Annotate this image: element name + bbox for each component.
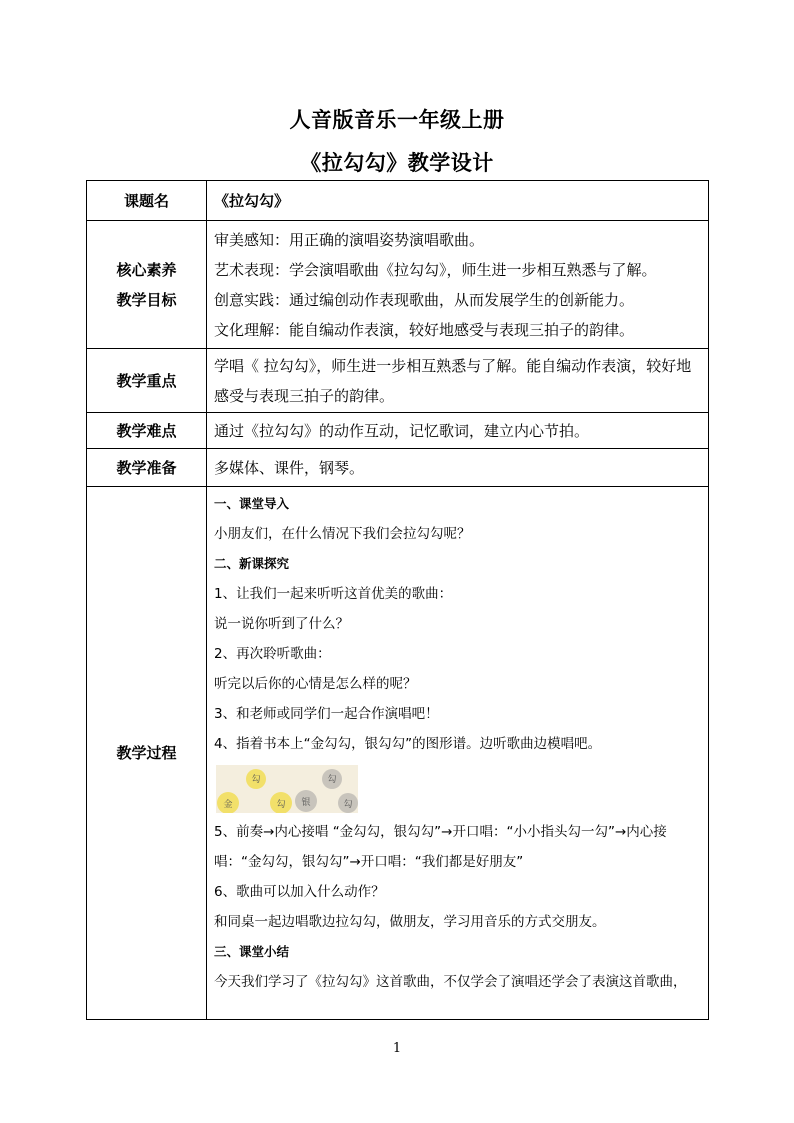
process-line: 听完以后你的心情是怎么样的呢？ — [214, 676, 417, 692]
document-title: 人音版音乐一年级上册 — [289, 108, 505, 132]
process-line: 今天我们学习了《拉勾勾》这首歌曲，不仅学会了演唱还学会了表演这首歌曲， — [214, 974, 687, 990]
row-difficult — [87, 413, 709, 449]
section-heading: 一、课堂导入 — [214, 496, 290, 511]
score-char: 金 — [223, 800, 233, 810]
row-core — [87, 221, 709, 349]
process-line: 小朋友们，在什么情况下我们会拉勾勾呢？ — [214, 526, 471, 542]
label-topic: 课题名 — [87, 181, 207, 221]
score-char: 勾 — [251, 775, 261, 785]
key-content: 学唱《 拉勾勾》，师生进一步相互熟悉与了解。能自编动作表演，较好地感受与表现三拍子的韵律。 — [214, 356, 692, 405]
process-line: 和同桌一起边唱歌边拉勾勾，做朋友，学习用音乐的方式交朋友。 — [214, 914, 606, 930]
process-line: 4、指着书本上“金勾勾，银勾勾”的图形谱。边听歌曲边模唱吧。 — [214, 736, 602, 752]
document-subtitle: 《拉勾勾》教学设计 — [300, 151, 494, 175]
row-topic — [87, 181, 709, 221]
lesson-plan-table — [86, 180, 709, 1020]
score-char: 勾 — [327, 775, 337, 785]
score-char: 银 — [301, 798, 311, 808]
process-line: 6、歌曲可以加入什么动作？ — [214, 884, 385, 900]
core-line: 创意实践：通过编创动作表现歌曲，从而发展学生的创新能力。 — [214, 290, 635, 309]
row-prep — [87, 449, 709, 487]
process-line: 2、再次聆听歌曲： — [214, 646, 331, 662]
label-core-line2: 教学目标 — [116, 290, 177, 309]
core-line: 文化理解：能自编动作表演，较好地感受与表现三拍子的韵律。 — [214, 320, 635, 339]
topic-content: 《拉勾勾》 — [214, 191, 290, 210]
core-line: 艺术表现：学会演唱歌曲《拉勾勾》，师生进一步相互熟悉与了解。 — [214, 260, 657, 279]
section-heading: 二、新课探究 — [214, 556, 290, 571]
label-key: 教学重点 — [87, 349, 207, 413]
core-line: 审美感知：用正确的演唱姿势演唱歌曲。 — [214, 230, 485, 249]
section-heading: 三、课堂小结 — [214, 944, 290, 959]
label-core-line1: 核心素养 — [116, 260, 177, 279]
row-process — [87, 487, 709, 1020]
label-core — [87, 221, 207, 349]
graphic-score-image — [214, 759, 702, 817]
prep-content: 多媒体、课件，钢琴。 — [214, 458, 365, 477]
process-line: 3、和老师或同学们一起合作演唱吧！ — [214, 706, 439, 722]
process-line: 1、让我们一起来听听这首优美的歌曲： — [214, 586, 453, 602]
difficult-content: 通过《拉勾勾》的动作互动，记忆歌词，建立内心节拍。 — [214, 421, 590, 440]
process-line: 说一说你听到了什么？ — [214, 616, 349, 632]
label-prep: 教学准备 — [87, 449, 207, 487]
label-process: 教学过程 — [87, 487, 207, 1020]
score-char: 勾 — [276, 800, 286, 810]
process-line: 5、前奏→内心接唱 “金勾勾，银勾勾”→开口唱：“小小指头勾一勾”→内心接唱：“金勾勾，银勾勾”→开口唱：“我们都是好朋友” — [214, 824, 667, 870]
label-difficult: 教学难点 — [87, 413, 207, 449]
page-number: 1 — [392, 1041, 402, 1056]
score-char: 勾 — [343, 800, 353, 810]
row-key — [87, 349, 709, 413]
